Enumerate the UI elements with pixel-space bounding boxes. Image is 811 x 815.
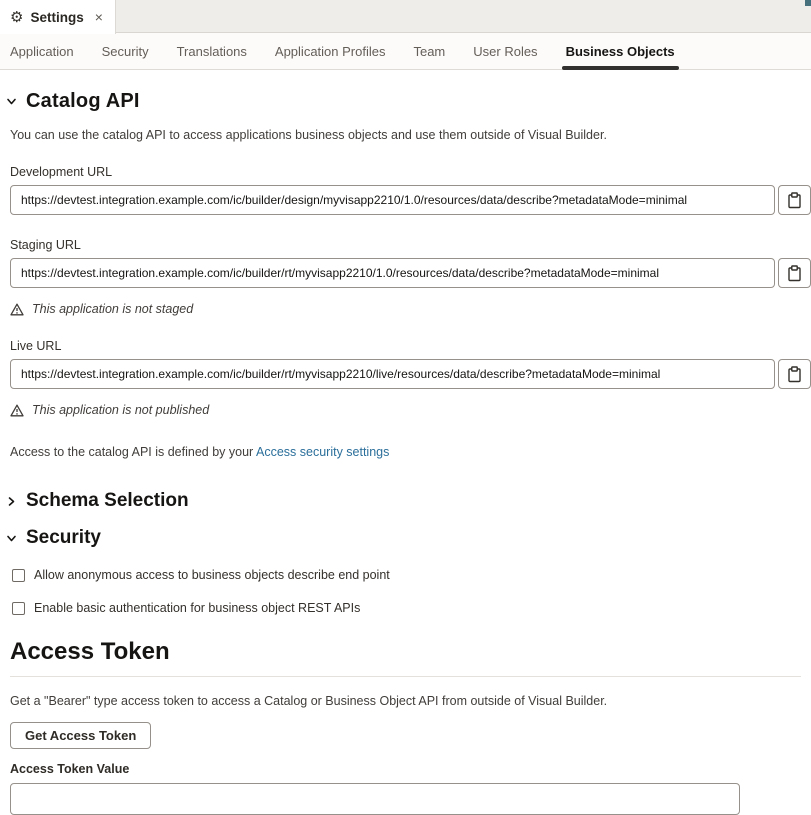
schema-selection-section	[0, 490, 811, 512]
access-security-settings-link[interactable]: Access security settings	[255, 445, 390, 459]
anonymous-access-checkbox[interactable]	[12, 569, 25, 582]
catalog-api-description: You can use the catalog API to access applications business objects and use them outside of Visual Builder.	[10, 128, 607, 142]
clipboard-icon	[787, 366, 802, 383]
tab-translations[interactable]: Translations	[176, 43, 247, 59]
development-url-label: Development URL	[10, 165, 113, 179]
basic-auth-checkbox-row[interactable]	[12, 601, 811, 615]
catalog-api-section	[0, 90, 811, 459]
clipboard-icon	[787, 192, 802, 209]
chevron-right-icon[interactable]	[6, 496, 17, 507]
access-note-text: Access to the catalog API is defined by your	[10, 445, 256, 459]
settings-tab-label: Settings	[30, 9, 84, 25]
chevron-down-icon[interactable]	[6, 533, 17, 544]
tab-application-profiles[interactable]: Application Profiles	[274, 43, 386, 59]
access-token-value-input[interactable]	[10, 783, 740, 815]
anonymous-access-label: Allow anonymous access to business objects describe end point	[34, 568, 390, 582]
security-title: Security	[26, 527, 101, 548]
catalog-api-header[interactable]	[6, 90, 811, 113]
staging-url-input[interactable]	[10, 258, 775, 288]
copy-development-url-button[interactable]	[778, 185, 811, 215]
editor-tab-strip	[0, 0, 811, 33]
access-note	[10, 445, 811, 459]
basic-auth-checkbox[interactable]	[12, 602, 25, 615]
access-token-title: Access Token	[10, 638, 170, 665]
development-url-input[interactable]	[10, 185, 775, 215]
live-url-label: Live URL	[10, 339, 62, 353]
schema-selection-title: Schema Selection	[26, 490, 189, 511]
tab-business-objects[interactable]: Business Objects	[566, 33, 675, 69]
clipboard-icon	[787, 265, 802, 282]
schema-selection-header[interactable]	[6, 490, 811, 512]
access-token-section	[0, 638, 811, 815]
basic-auth-label: Enable basic authentication for business object REST APIs	[34, 601, 361, 615]
live-url-row	[10, 359, 811, 389]
staging-warning-text: This application is not staged	[32, 302, 194, 316]
copy-staging-url-button[interactable]	[778, 258, 811, 288]
get-access-token-button[interactable]: Get Access Token	[10, 722, 151, 749]
settings-content	[0, 90, 811, 815]
live-url-input[interactable]	[10, 359, 775, 389]
chevron-down-icon[interactable]	[6, 96, 17, 107]
corner-accent	[805, 0, 811, 6]
staging-url-label: Staging URL	[10, 238, 81, 252]
access-token-divider	[10, 676, 801, 677]
warning-icon	[10, 303, 24, 316]
live-warning	[10, 403, 811, 417]
staging-url-row	[10, 258, 811, 288]
development-url-row	[10, 185, 811, 215]
tab-user-roles[interactable]: User Roles	[473, 43, 538, 59]
catalog-api-title: Catalog API	[26, 90, 140, 112]
settings-nav-tabs	[0, 33, 811, 70]
warning-icon	[10, 404, 24, 417]
staging-warning	[10, 302, 811, 316]
security-header[interactable]	[6, 527, 811, 549]
live-warning-text: This application is not published	[32, 403, 210, 417]
access-token-value-label: Access Token Value	[10, 762, 130, 776]
security-section	[0, 527, 811, 615]
settings-tab[interactable]	[0, 0, 116, 34]
access-token-description: Get a "Bearer" type access token to access a Catalog or Business Object API from outside of Visual Builder.	[10, 694, 608, 708]
close-icon[interactable]: ×	[94, 9, 103, 25]
copy-live-url-button[interactable]	[778, 359, 811, 389]
tab-team[interactable]: Team	[413, 43, 446, 59]
gear-icon: ⚙	[10, 8, 24, 26]
tab-application[interactable]: Application	[10, 43, 74, 59]
anonymous-access-checkbox-row[interactable]	[12, 568, 811, 582]
tab-security[interactable]: Security	[101, 43, 149, 59]
